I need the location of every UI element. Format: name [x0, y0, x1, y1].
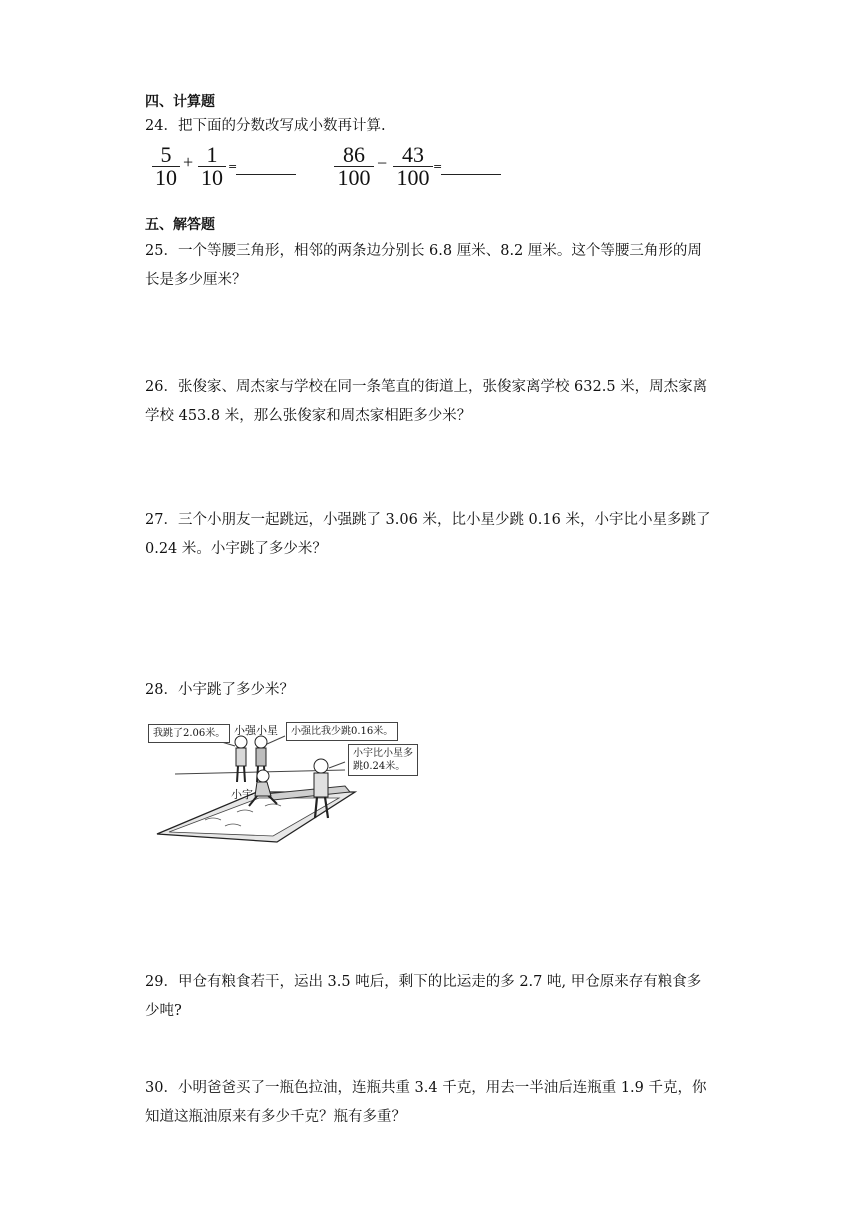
fraction-denominator: 10 [155, 165, 177, 190]
question-27 [145, 506, 725, 564]
fraction-86-100 [334, 142, 374, 190]
question-26-line-2: 学校 453.8 米，那么张俊家和周杰家相距多少米？ [145, 408, 472, 424]
section-heading-calculation: 四、计算题 [145, 94, 215, 110]
fraction-numerator: 86 [343, 142, 365, 167]
question-30 [145, 1074, 725, 1132]
question-29-line-1: 29．甲仓有粮食若干，运出 3.5 吨后，剩下的比运走的多 2.7 吨, 甲仓原来存有粮食多 [145, 974, 702, 990]
fraction-5-10 [152, 142, 180, 190]
bubble-line-1: 小宇比小星多 [353, 748, 413, 759]
fraction-numerator: 1 [206, 142, 218, 167]
label-xiaoqiang-xiaoxing: 小强小星 [234, 724, 278, 737]
question-25-line-2: 长是多少厘米？ [145, 272, 247, 288]
fraction-numerator: 43 [402, 142, 424, 167]
fraction-1-10 [198, 142, 226, 190]
fraction-denominator: 10 [201, 165, 223, 190]
question-26-line-1: 26．张俊家、周杰家与学校在同一条笔直的街道上，张俊家离学校 632.5 米，周杰家离 [145, 379, 708, 395]
question-25-line-1: 25．一个等腰三角形，相邻的两条边分别长 6.8 厘米、8.2 厘米。这个等腰三角形的周 [145, 243, 702, 259]
answer-blank-1[interactable] [236, 174, 296, 175]
speech-bubble-measurer [348, 744, 418, 776]
question-26 [145, 373, 725, 431]
plus-operator: + [183, 152, 194, 172]
question-27-line-1: 27．三个小朋友一起跳远，小强跳了 3.06 米，比小星少跳 0.16 米，小宇比小星多跳了 [145, 512, 711, 528]
fraction-43-100 [393, 142, 433, 190]
question-29-line-2: 少吨? [145, 1003, 182, 1019]
question-29 [145, 968, 725, 1026]
minus-operator: − [377, 153, 388, 173]
speech-bubble-xiaoxing: 小强比我少跳0.16米。 [286, 722, 398, 741]
question-28-text: 28．小宇跳了多少米？ [145, 682, 294, 698]
question-24-text: 24．把下面的分数改写成小数再计算. [145, 118, 386, 134]
question-30-line-1: 30．小明爸爸买了一瓶色拉油，连瓶共重 3.4 千克，用去一半油后连瓶重 1.9 千克，你 [145, 1080, 707, 1096]
section-heading-answers: 五、解答题 [145, 217, 215, 233]
question-30-line-2: 知道这瓶油原来有多少千克？瓶有多重？ [145, 1109, 406, 1125]
fraction-denominator: 100 [396, 165, 430, 190]
speech-bubble-xiaoqiang: 我跳了2.06米。 [148, 724, 230, 743]
answer-blank-2[interactable] [441, 174, 501, 175]
equals-sign: = [228, 160, 238, 173]
question-27-line-2: 0.24 米。小宇跳了多少米？ [145, 541, 327, 557]
fraction-denominator: 100 [337, 165, 371, 190]
equals-sign: = [433, 160, 443, 173]
long-jump-illustration [145, 716, 435, 856]
fraction-numerator: 5 [160, 142, 172, 167]
label-xiaoyu: 小宇 [231, 788, 253, 801]
question-25 [145, 237, 725, 295]
bubble-line-2: 跳0.24米。 [353, 761, 406, 772]
